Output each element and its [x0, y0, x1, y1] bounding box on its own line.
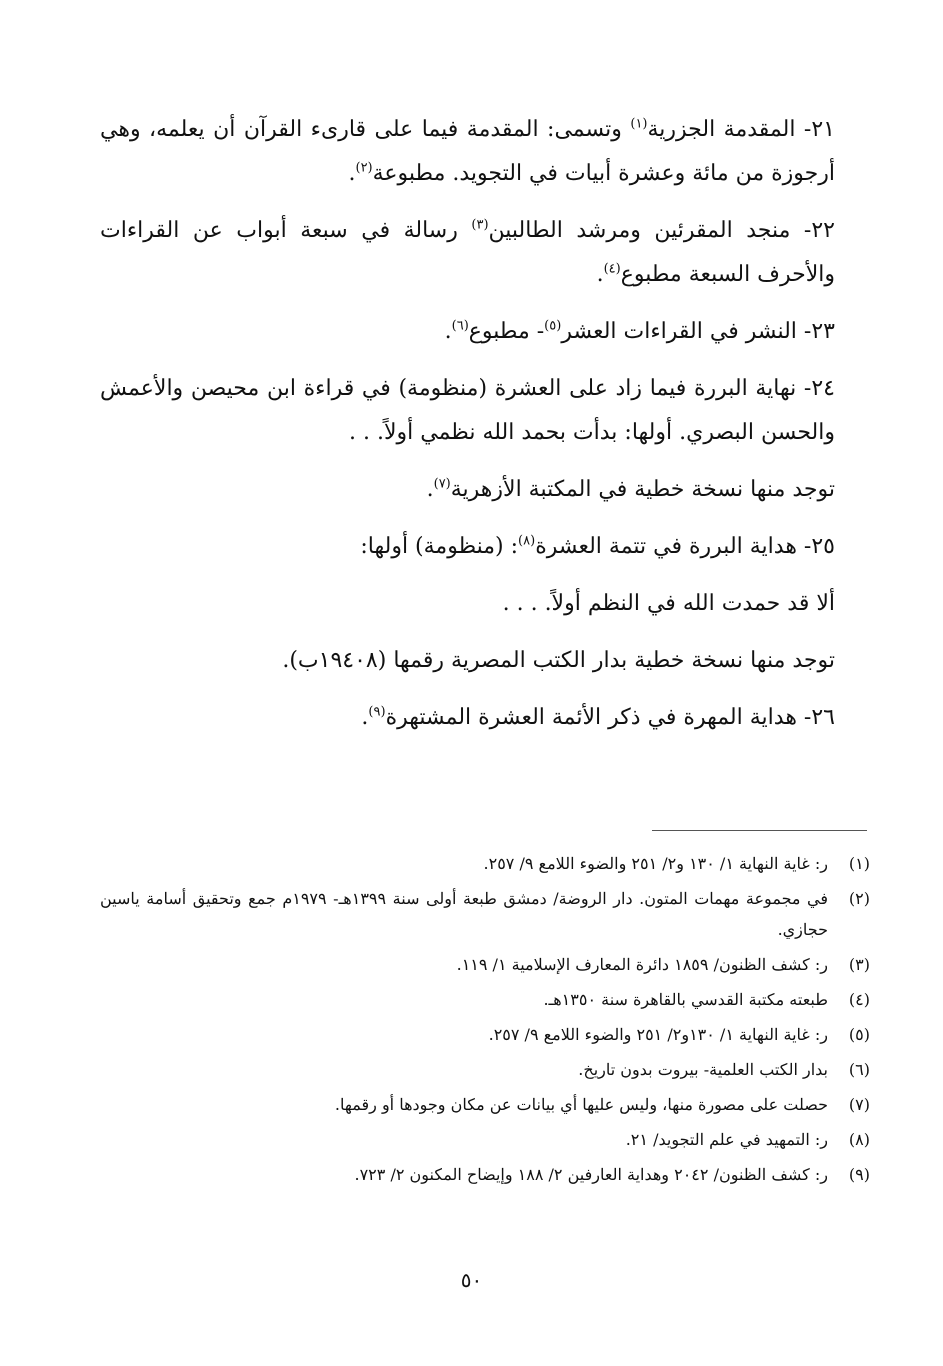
- footnote-ref-6[interactable]: (٦): [451, 318, 469, 334]
- entry-text: ٢٣- النشر في القراءات العشر: [561, 319, 835, 344]
- footnote-5: [100, 1019, 870, 1050]
- footnote-ref-1[interactable]: (١): [630, 116, 648, 132]
- footnote-number: (٨): [848, 1130, 870, 1149]
- entry-25-note: توجد منها نسخة خطية بدار الكتب المصرية رقمها (١٩٤٠٨ب).: [282, 648, 835, 673]
- footnote-3: [100, 949, 870, 980]
- footnote-ref-8[interactable]: (٨): [518, 533, 536, 549]
- footnote-ref-7[interactable]: (٧): [433, 476, 451, 492]
- entry-text: : (منظومة) أولها:: [360, 534, 519, 559]
- footnote-1: [100, 848, 870, 879]
- footnote-4: [100, 984, 870, 1015]
- main-text: [100, 108, 865, 753]
- entry-text: وتسمى: المقدمة فيما على قارىء القرآن أن يعلمه، وهي أرجوزة من مائة وعشرة أبيات في التجويد. مطبوعة: [100, 117, 835, 186]
- footnote-text: ر: التمهيد في علم التجويد/ ٢١.: [625, 1130, 828, 1149]
- footnote-divider: [652, 830, 867, 831]
- footnote-text: بدار الكتب العلمية- بيروت بدون تاريخ.: [578, 1060, 828, 1079]
- footnote-text: ر: كشف الظنون/ ١٨٥٩ دائرة المعارف الإسلامية ١/ ١١٩.: [456, 955, 828, 974]
- footnote-number: (٤): [848, 990, 870, 1009]
- entry-25-verse: ألا قد حمدت الله في النظم أولاً. . . .: [502, 591, 835, 616]
- footnote-7: [100, 1089, 870, 1120]
- entry-text: - مطبوع: [468, 319, 545, 344]
- entry-26: [100, 696, 865, 740]
- footnote-number: (٥): [848, 1025, 870, 1044]
- footnote-text: ر: كشف الظنون/ ٢٠٤٢ وهداية العارفين ٢/ ١٨٨ وإيضاح المكنون ٢/ ٧٢٣.: [354, 1165, 828, 1184]
- entry-21: [100, 108, 865, 196]
- entry-end: .: [596, 262, 604, 287]
- entry-end: .: [444, 319, 452, 344]
- footnote-text: في مجموعة مهمات المتون. دار الروضة/ دمشق طبعة أولى سنة ١٣٩٩هـ- ١٩٧٩م جمع وتحقيق أسامة ياسين حجازي.: [100, 889, 829, 939]
- entry-end: .: [348, 161, 356, 186]
- footnote-text: ر: غاية النهاية ١/ ١٣٠و٢/ ٢٥١ والضوء اللامع ٩/ ٢٥٧.: [488, 1025, 828, 1044]
- entry-22: [100, 209, 865, 297]
- footnote-ref-4[interactable]: (٤): [603, 261, 621, 277]
- entry-25: [100, 525, 865, 569]
- footnote-ref-9[interactable]: (٩): [368, 704, 386, 720]
- footnote-text: حصلت على مصورة منها، وليس عليها أي بيانات عن مكان وجودها أو رقمها.: [334, 1095, 828, 1114]
- footnote-number: (٧): [848, 1095, 870, 1114]
- entry-text: رسالة في سبعة أبواب عن القراءات والأحرف السبعة مطبوع: [100, 218, 835, 287]
- entry-24: ٢٤- نهاية البررة فيما زاد على العشرة (منظومة) في قراءة ابن محيصن والأعمش والحسن البصري. أولها: بدأت بحمد الله نظمي أولاً. . .: [100, 376, 835, 445]
- entry-end: .: [426, 477, 434, 502]
- footnote-ref-2[interactable]: (٢): [355, 160, 373, 176]
- entry-text: ٢٦- هداية المهرة في ذكر الأئمة العشرة المشتهرة: [385, 705, 835, 730]
- entry-23: [100, 310, 865, 354]
- footnote-number: (١): [848, 854, 870, 873]
- footnote-2: [100, 883, 870, 945]
- entry-24-note: [100, 468, 865, 512]
- footnotes: [100, 848, 870, 1194]
- entry-text: ٢٢- منجد المقرئين ومرشد الطالبين: [488, 218, 835, 243]
- entry-text: توجد منها نسخة خطية في المكتبة الأزهرية: [450, 477, 835, 502]
- footnote-number: (٩): [848, 1165, 870, 1184]
- footnote-number: (٦): [848, 1060, 870, 1079]
- entry-end: .: [361, 705, 369, 730]
- page-number: ٥٠: [460, 1268, 483, 1292]
- footnote-ref-3[interactable]: (٣): [471, 217, 489, 233]
- footnote-text: طبعته مكتبة القدسي بالقاهرة سنة ١٣٥٠هـ.: [543, 990, 828, 1009]
- footnote-text: ر: غاية النهاية ١/ ١٣٠ و٢/ ٢٥١ والضوء اللامع ٩/ ٢٥٧.: [483, 854, 828, 873]
- entry-text: ٢١- المقدمة الجزرية: [647, 117, 835, 142]
- footnote-ref-5[interactable]: (٥): [544, 318, 562, 334]
- entry-text: ٢٥- هداية البررة في تتمة العشرة: [535, 534, 835, 559]
- footnote-8: [100, 1124, 870, 1155]
- footnote-6: [100, 1054, 870, 1085]
- footnote-number: (٣): [848, 955, 870, 974]
- footnote-number: (٢): [848, 889, 870, 908]
- footnote-9: [100, 1159, 870, 1190]
